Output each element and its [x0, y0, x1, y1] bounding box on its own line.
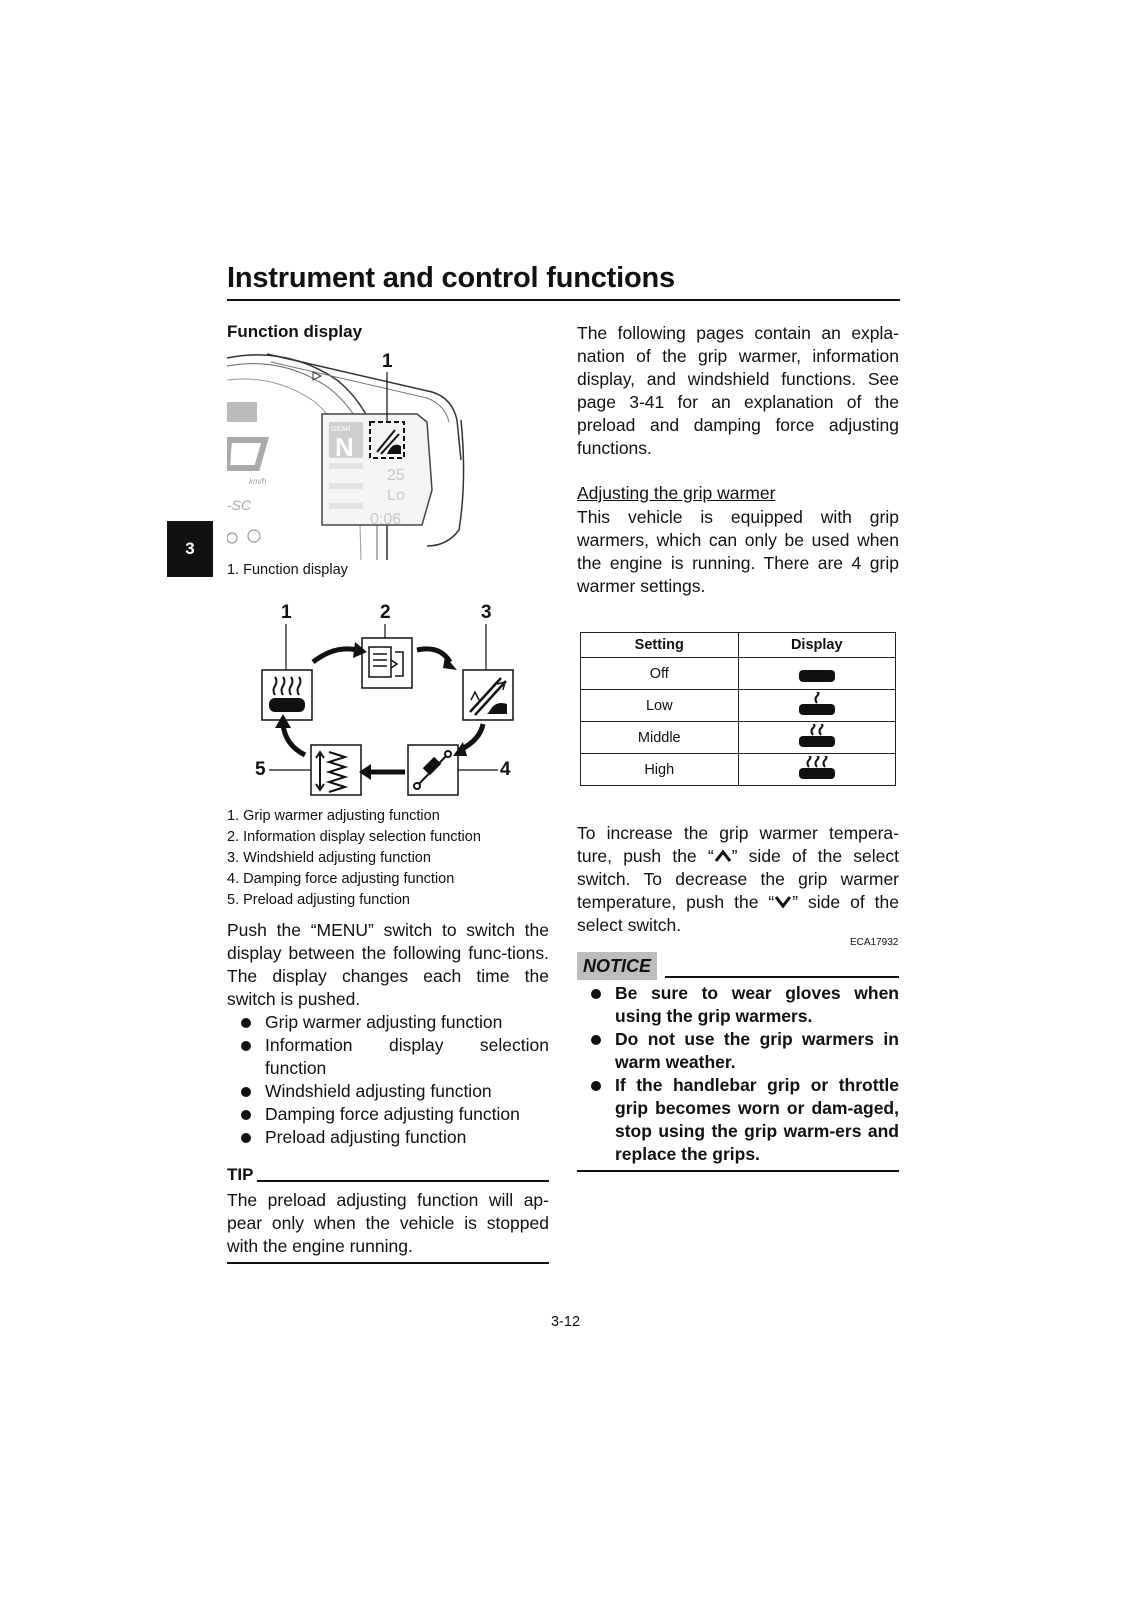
caution-code: ECA17932	[850, 937, 899, 948]
header-setting: Setting	[581, 633, 739, 658]
callout-3: 3	[481, 602, 492, 623]
display-value-1: 25	[387, 467, 405, 484]
tip-label: TIP	[227, 1165, 254, 1184]
gear-indicator: N	[335, 432, 354, 462]
adjust-text-part: ” side of the select switch. To decrease the grip warmer temperature, push the “	[577, 846, 899, 912]
bullet-item: Preload adjusting function	[227, 1126, 549, 1149]
chevron-down-icon	[774, 895, 792, 909]
gear-label: GEAR	[331, 426, 351, 433]
setting-cell: High	[581, 754, 739, 786]
setting-cell: Low	[581, 690, 739, 722]
grip-settings-table	[580, 632, 896, 786]
bullet-item: Information display selection function	[227, 1034, 549, 1080]
grip-middle-icon	[797, 724, 837, 748]
display-value-2: Lo	[387, 487, 405, 504]
notice-item: Be sure to wear gloves when using the grip warmers.	[577, 982, 899, 1028]
grip-warmer-subheading: Adjusting the grip warmer	[577, 483, 776, 503]
bullet-item: Damping force adjusting function	[227, 1103, 549, 1126]
tip-rule	[257, 1180, 549, 1182]
setting-cell: Middle	[581, 722, 739, 754]
callout-5: 5	[255, 759, 266, 780]
title-rule	[227, 299, 900, 301]
table-row	[581, 658, 896, 690]
grip-warmer-icon-box	[262, 670, 312, 720]
function-display-figure	[227, 350, 477, 560]
caption-item: 2. Information display selection function	[227, 829, 481, 845]
notice-header	[577, 952, 899, 980]
right-intro-text: The following pages contain an expla-nation of the grip warmer, information display, and windshield functions. See page 3-41 for an explanation of the preload and damping force adjusting functions.	[577, 323, 899, 458]
display-cell	[738, 722, 896, 754]
notice-rule	[665, 976, 899, 978]
adjust-text-part: ” side of the select switch.	[577, 892, 899, 935]
notice-item: If the handlebar grip or throttle grip becomes worn or dam-aged, stop using the grip warm-ers and replace the grips.	[577, 1074, 899, 1166]
table-header-row	[581, 633, 896, 658]
instrument-cluster-illustration	[227, 350, 477, 560]
callout-1: 1	[281, 602, 292, 623]
table-row	[581, 722, 896, 754]
grip-high-icon	[797, 756, 837, 780]
display-value-3: 0:06	[370, 511, 402, 528]
tip-text: The preload adjusting function will ap-pear only when the vehicle is stopped with the engine running.	[227, 1190, 549, 1256]
notice-label: NOTICE	[577, 952, 657, 980]
function-cycle-figure	[245, 600, 535, 800]
page-number: 3-12	[550, 1314, 581, 1330]
caption-item: 4. Damping force adjusting function	[227, 871, 455, 887]
notice-end-rule	[577, 1170, 899, 1172]
grip-warmer-text: This vehicle is equipped with grip warmers, which can only be used when the engine is running. There are 4 grip warmer settings.	[577, 507, 899, 596]
adjust-text	[577, 822, 899, 937]
display-cell	[738, 690, 896, 722]
callout-2: 2	[380, 602, 391, 623]
chevron-up-icon	[714, 849, 732, 863]
notice-bullet-list	[577, 982, 899, 1166]
grip-off-icon	[797, 661, 837, 683]
grip-low-icon	[797, 692, 837, 716]
setting-cell: Off	[581, 658, 739, 690]
callout-1: 1	[382, 351, 393, 372]
figure-caption: 1. Function display	[227, 562, 348, 578]
page-title: Instrument and control functions	[227, 262, 675, 294]
caption-item: 3. Windshield adjusting function	[227, 850, 431, 866]
chapter-tab: 3	[167, 521, 213, 577]
notice-item: Do not use the grip warmers in warm weather.	[577, 1028, 899, 1074]
table-row	[581, 690, 896, 722]
bullet-item: Windshield adjusting function	[227, 1080, 549, 1103]
table-row	[581, 754, 896, 786]
bullet-item: Grip warmer adjusting function	[227, 1011, 549, 1034]
function-bullet-list	[227, 1011, 549, 1149]
caption-item: 5. Preload adjusting function	[227, 892, 410, 908]
display-cell	[738, 658, 896, 690]
display-cell	[738, 754, 896, 786]
tip-end-rule	[227, 1262, 549, 1264]
menu-intro-text: Push the “MENU” switch to switch the display between the following func-tions. The display changes each time the switch is pushed.	[227, 920, 549, 1009]
tip-header	[227, 1165, 549, 1185]
svg-text:-SC: -SC	[227, 497, 252, 513]
svg-text:km/h: km/h	[249, 477, 267, 486]
callout-4: 4	[500, 759, 511, 780]
figure-captions	[227, 806, 549, 911]
caption-item: 1. Grip warmer adjusting function	[227, 808, 440, 824]
section-heading: Function display	[227, 322, 363, 341]
adjust-text-part: To increase the grip warmer tempera-ture, push the “	[577, 823, 899, 866]
header-display: Display	[738, 633, 896, 658]
